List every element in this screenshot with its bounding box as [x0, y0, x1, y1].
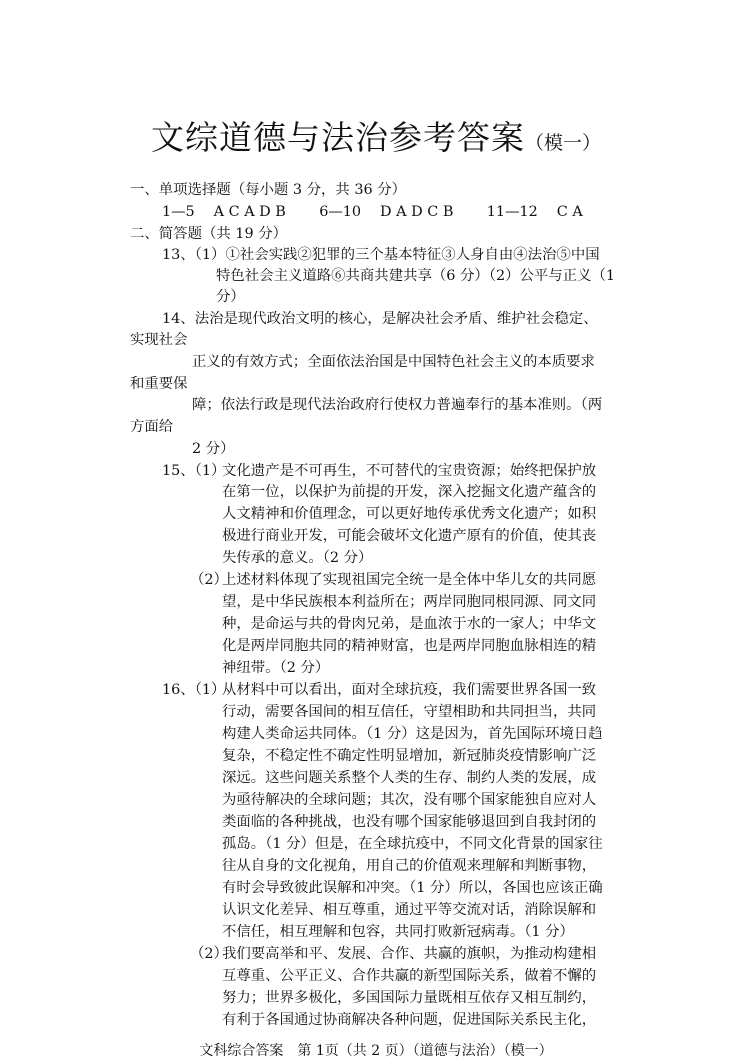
answer-line: 努力；世界多极化，多国国际力量既相互依存又相互制约， [222, 990, 597, 1006]
answer-line: 上述材料体现了实现祖国完全统一是全体中华儿女的共同愿 [222, 572, 597, 588]
answer-line: 正义的有效方式；全面依法治国是中国特色社会主义的本质要求 [192, 354, 595, 370]
question-number: （2） [190, 946, 228, 962]
answer-line: 14、法治是现代政治文明的核心，是解决社会矛盾、维护社会稳定、 [162, 311, 598, 327]
answer-line: 方面给 [130, 419, 174, 435]
answer-line: 有时会导致彼此误解和冲突。（1 分）所以，各国也应该正确 [222, 880, 603, 896]
answer-line: 复杂，不稳定性不确定性明显增加，新冠肺炎疫情影响广泛 [222, 748, 597, 764]
answer-line: 行动，需要各国间的相互信任，守望相助和共同担当，共同 [222, 704, 597, 720]
answer-line: 失传承的意义。（2 分） [222, 550, 373, 566]
page-title [0, 112, 752, 159]
answer-line: 构建人类命运共同体。（1 分）这是因为，首先国际环境日趋 [222, 726, 603, 742]
answer-line: 类面临的各种挑战，也没有哪个国家能够退回到自我封闭的 [222, 814, 597, 830]
answer-line: 文化遗产是不可再生，不可替代的宝贵资源；始终把保护放 [222, 463, 597, 479]
answer-line: 种，是命运与共的骨肉兄弟，是血浓于水的一家人；中华文 [222, 616, 597, 632]
answer-line: 孤岛。（1 分）但是，在全球抗疫中，不同文化背景的国家往 [222, 836, 603, 852]
answer-line: 我们要高举和平、发展、合作、共赢的旗帜，为推动构建相 [222, 946, 597, 962]
question-number: （2） [190, 572, 228, 588]
answer-line: 特色社会主义道路⑥共商共建共享（6 分）（2）公平与正义（1 [216, 268, 615, 284]
answer-line: 和重要保 [130, 376, 188, 392]
answer-line: 2 分） [192, 441, 235, 457]
answer-line: 实现社会 [130, 332, 188, 348]
answer-key-line: 1—5 A C A D B 6—10 D A D C B 11—12 C A [162, 204, 583, 220]
answer-line: 深远。这些问题关系整个人类的生存、制约人类的发展，成 [222, 770, 597, 786]
answer-line: 认识文化差异、相互尊重，通过平等交流对话，消除误解和 [222, 902, 597, 918]
answer-line: 为亟待解决的全球问题；其次，没有哪个国家能独自应对人 [222, 792, 597, 808]
answer-line: 不信任，相互理解和包容，共同打败新冠病毒。（1 分） [222, 924, 574, 940]
answer-line: 往从自身的文化视角，用自己的价值观来理解和判断事物， [222, 858, 597, 874]
page-footer: 文科综合答案 第 1页（共 2 页）（道德与法治）（模一） [199, 1043, 553, 1059]
answer-line: 从材料中可以看出，面对全球抗疫，我们需要世界各国一致 [222, 682, 597, 698]
question-number: 15、（1） [162, 463, 226, 479]
answer-line: 分） [216, 289, 245, 305]
question-number: 16、（1） [162, 682, 226, 698]
answer-line: 互尊重、公平正义、合作共赢的新型国际关系，做着不懈的 [222, 968, 597, 984]
answer-line: 有利于各国通过协商解决各种问题，促进国际关系民主化， [222, 1012, 597, 1028]
answer-line: 极进行商业开发，可能会破坏文化遗产原有的价值，使其丧 [222, 528, 597, 544]
answer-line: 化是两岸同胞共同的精神财富，也是两岸同胞血脉相连的精 [222, 638, 597, 654]
section-heading: 一、单项选择题（每小题 3 分，共 36 分） [130, 182, 407, 198]
section-heading: 二、简答题（共 19 分） [130, 226, 287, 242]
answer-line: 障；依法行政是现代法治政府行使权力普遍奉行的基本准则。（两 [192, 397, 603, 413]
answer-line: 望，是中华民族根本利益所在；两岸同胞同根同源、同文同 [222, 594, 597, 610]
answer-line: 神纽带。（2 分） [222, 660, 330, 676]
answer-line: 人文精神和价值理念，可以更好地传承优秀文化遗产；如积 [222, 506, 597, 522]
title-sub: （模一） [524, 132, 601, 154]
title-main: 文综道德与法治参考答案 [150, 118, 525, 157]
answer-line: 13、（1）①社会实践②犯罪的三个基本特征③人身自由④法治⑤中国 [162, 247, 600, 263]
answer-line: 在第一位，以保护为前提的开发，深入挖掘文化遗产蕴含的 [222, 484, 597, 500]
